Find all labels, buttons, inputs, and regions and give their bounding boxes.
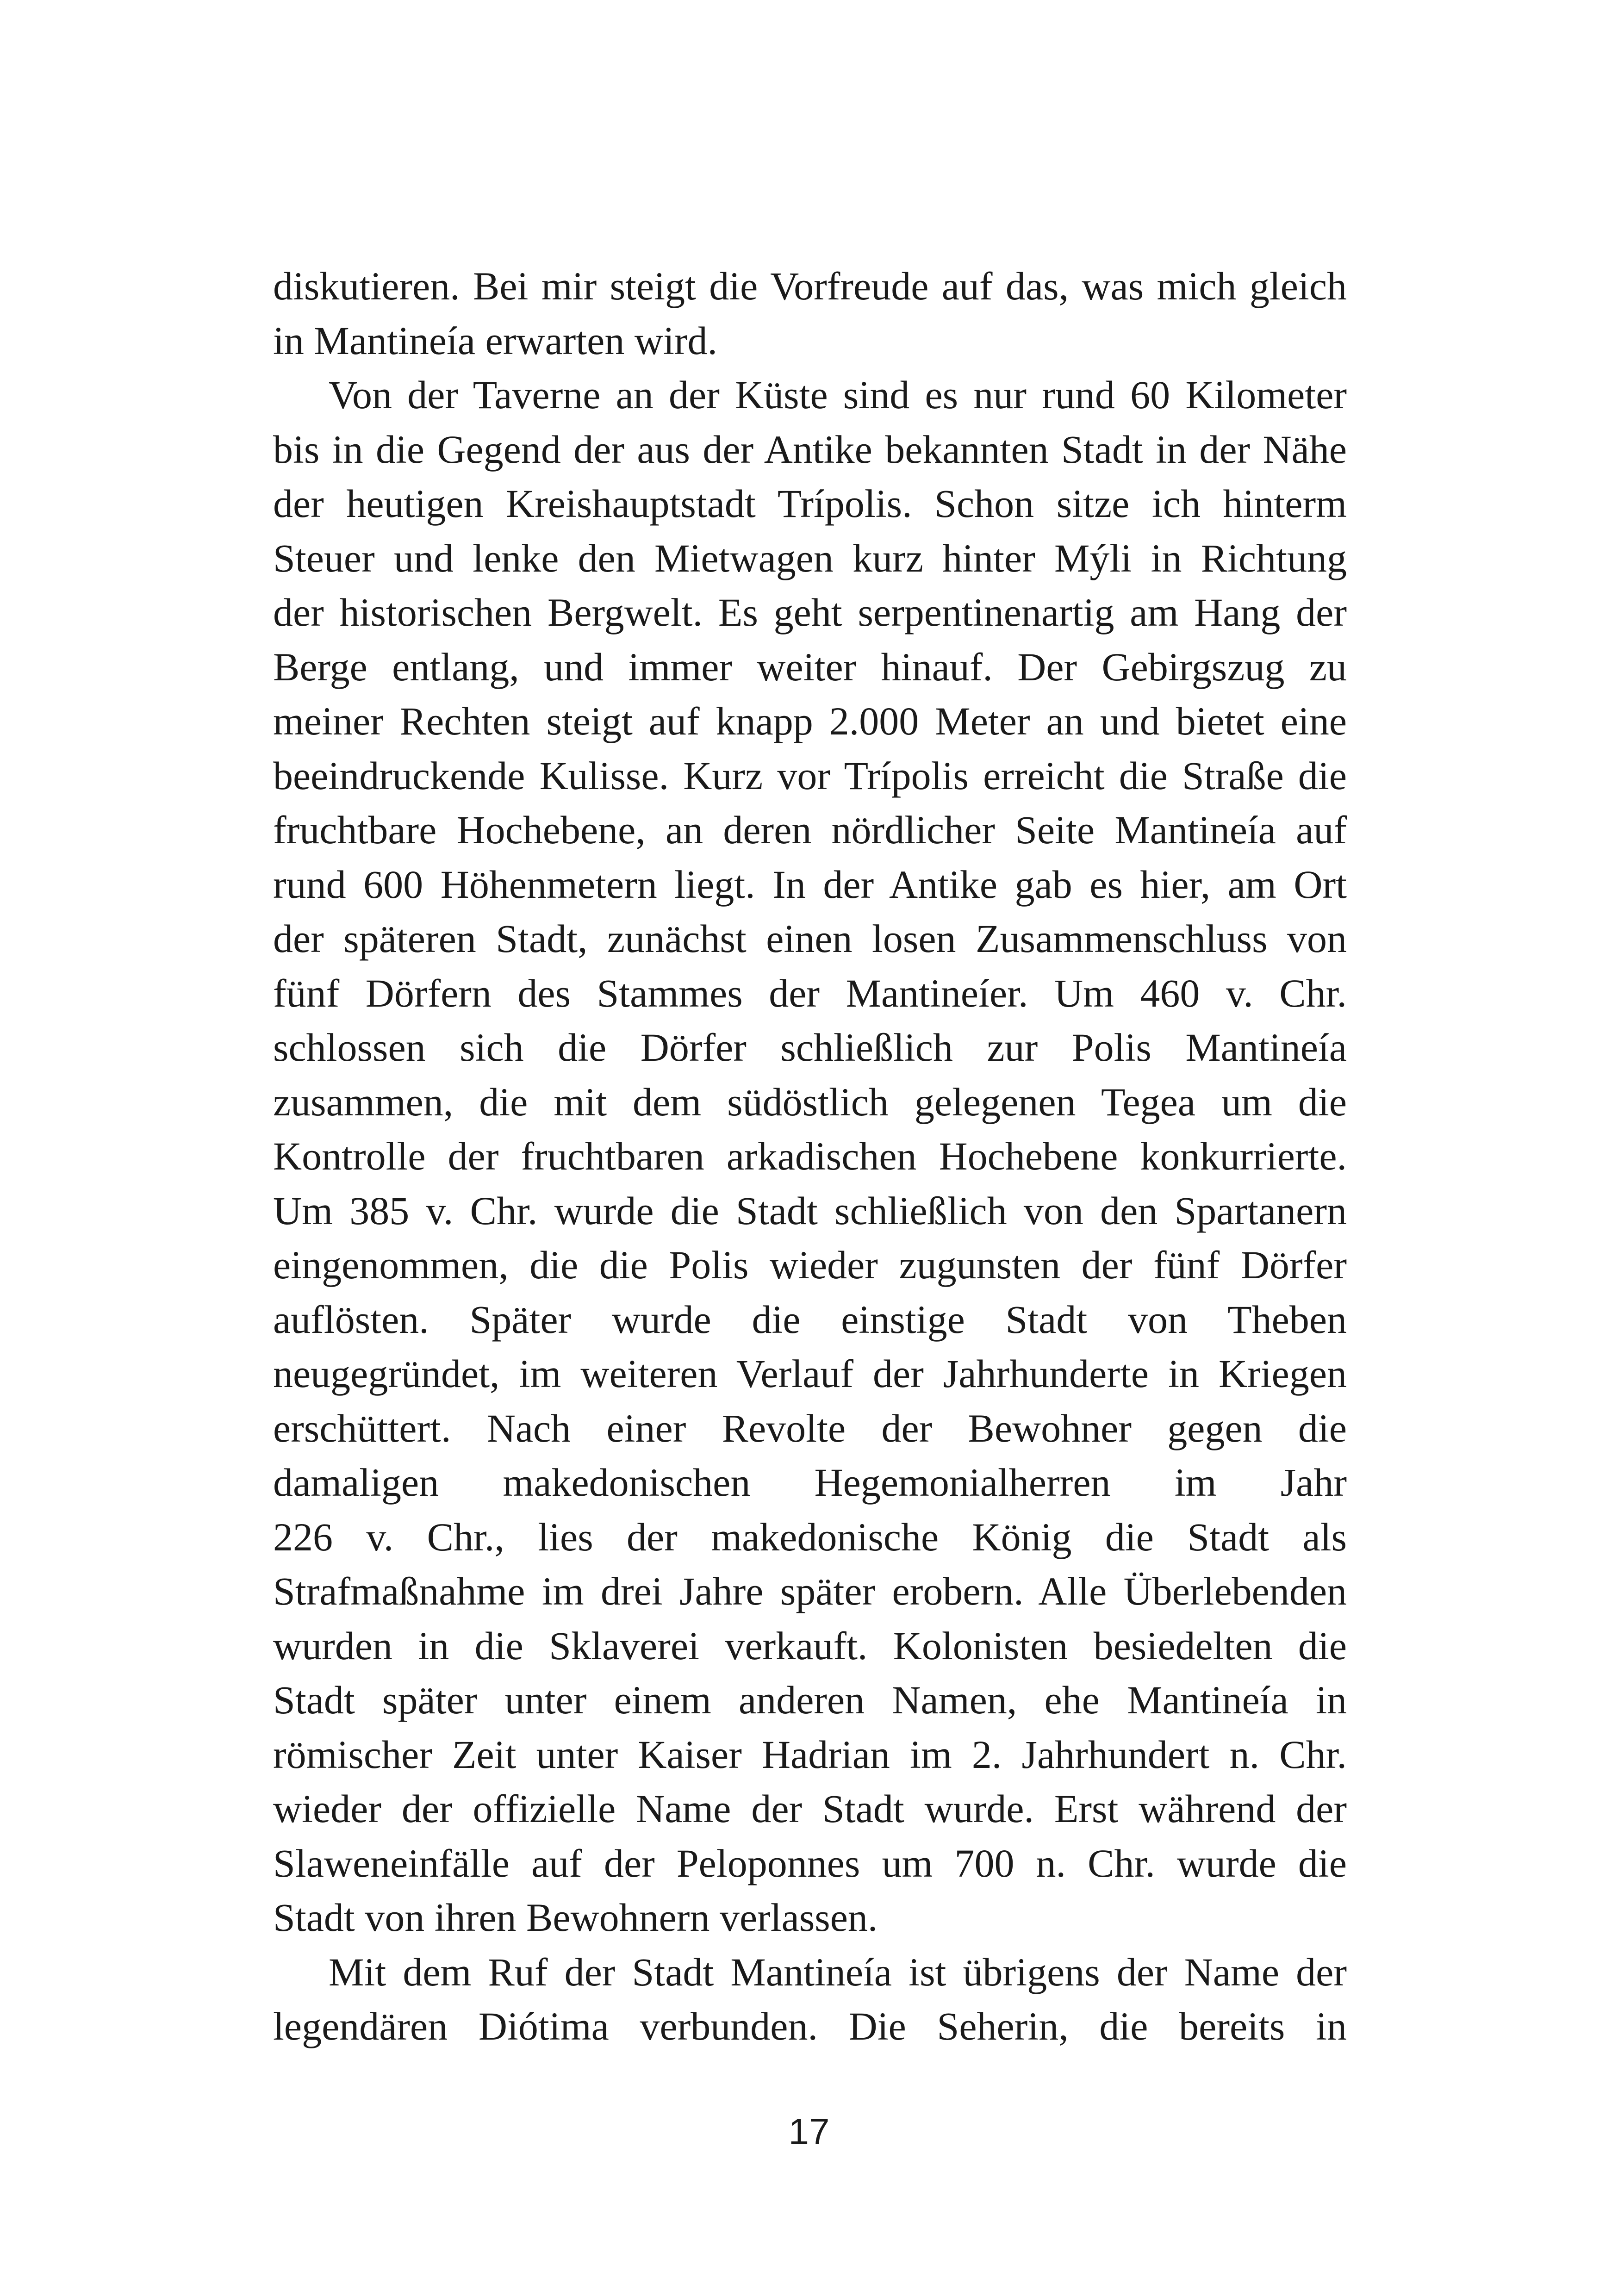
- text-line: schlossen sich die Dörfer schließlich zur Polis Mantineía: [273, 1025, 1347, 1070]
- text-line: neugegründet, im weiteren Verlauf der Jahrhunderte in Kriegen: [273, 1351, 1347, 1396]
- text-line: 226 v. Chr., lies der makedonische König die Stadt als: [273, 1514, 1347, 1559]
- text-line: beeindruckende Kulisse. Kurz vor Trípolis erreicht die Straße die: [273, 753, 1347, 798]
- text-line: römischer Zeit unter Kaiser Hadrian im 2. Jahrhundert n. Chr.: [273, 1732, 1347, 1777]
- text-line: Um 385 v. Chr. wurde die Stadt schließlich von den Spartanern: [273, 1188, 1347, 1233]
- text-line: fruchtbare Hochebene, an deren nördlicher Seite Mantineía auf: [273, 808, 1347, 852]
- text-line: Berge entlang, und immer weiter hinauf. Der Gebirgszug zu: [273, 644, 1347, 689]
- text-line: Slaweneinfälle auf der Peloponnes um 700 n. Chr. wurde die: [273, 1841, 1347, 1885]
- text-line: Kontrolle der fruchtbaren arkadischen Hochebene konkurrierte.: [273, 1134, 1347, 1178]
- text-line: Von der Taverne an der Küste sind es nur rund 60 Kilometer: [329, 373, 1347, 417]
- text-line: der späteren Stadt, zunächst einen losen Zusammenschluss von: [273, 916, 1347, 961]
- text-line: diskutieren. Bei mir steigt die Vorfreude auf das, was mich gleich: [273, 264, 1347, 308]
- text-line: damaligen makedonischen Hegemonialherren im Jahr: [273, 1460, 1347, 1505]
- text-line: rund 600 Höhenmetern liegt. In der Antike gab es hier, am Ort: [273, 862, 1347, 907]
- text-line: Steuer und lenke den Mietwagen kurz hinter Mýli in Richtung: [273, 535, 1347, 580]
- text-line: legendären Diótima verbunden. Die Seherin, die bereits in: [273, 2004, 1347, 2048]
- text-line: erschüttert. Nach einer Revolte der Bewohner gegen die: [273, 1406, 1347, 1450]
- text-line: in Mantineía erwarten wird.: [273, 318, 717, 363]
- text-line: fünf Dörfern des Stammes der Mantineíer. Um 460 v. Chr.: [273, 971, 1347, 1015]
- text-line: auflösten. Später wurde die einstige Stadt von Theben: [273, 1297, 1347, 1342]
- text-line: Mit dem Ruf der Stadt Mantineía ist übrigens der Name der: [329, 1949, 1347, 1994]
- text-line: Stadt später unter einem anderen Namen, ehe Mantineía in: [273, 1678, 1347, 1722]
- text-line: der historischen Bergwelt. Es geht serpentinenartig am Hang der: [273, 590, 1347, 635]
- page-number: 17: [788, 2111, 830, 2152]
- body-text: [273, 259, 1347, 2054]
- text-line: eingenommen, die die Polis wieder zugunsten der fünf Dörfer: [273, 1243, 1347, 1287]
- text-line: Stadt von ihren Bewohnern verlassen.: [273, 1895, 878, 1940]
- text-line: wurden in die Sklaverei verkauft. Kolonisten besiedelten die: [273, 1623, 1347, 1668]
- text-line: bis in die Gegend der aus der Antike bekannten Stadt in der Nähe: [273, 427, 1347, 472]
- text-line: Strafmaßnahme im drei Jahre später erobern. Alle Überlebenden: [273, 1569, 1347, 1613]
- text-line: zusammen, die mit dem südöstlich gelegenen Tegea um die: [273, 1079, 1347, 1124]
- text-line: meiner Rechten steigt auf knapp 2.000 Meter an und bietet eine: [273, 699, 1347, 743]
- text-line: der heutigen Kreishauptstadt Trípolis. Schon sitze ich hinterm: [273, 481, 1347, 526]
- text-line: wieder der offizielle Name der Stadt wurde. Erst während der: [273, 1786, 1347, 1831]
